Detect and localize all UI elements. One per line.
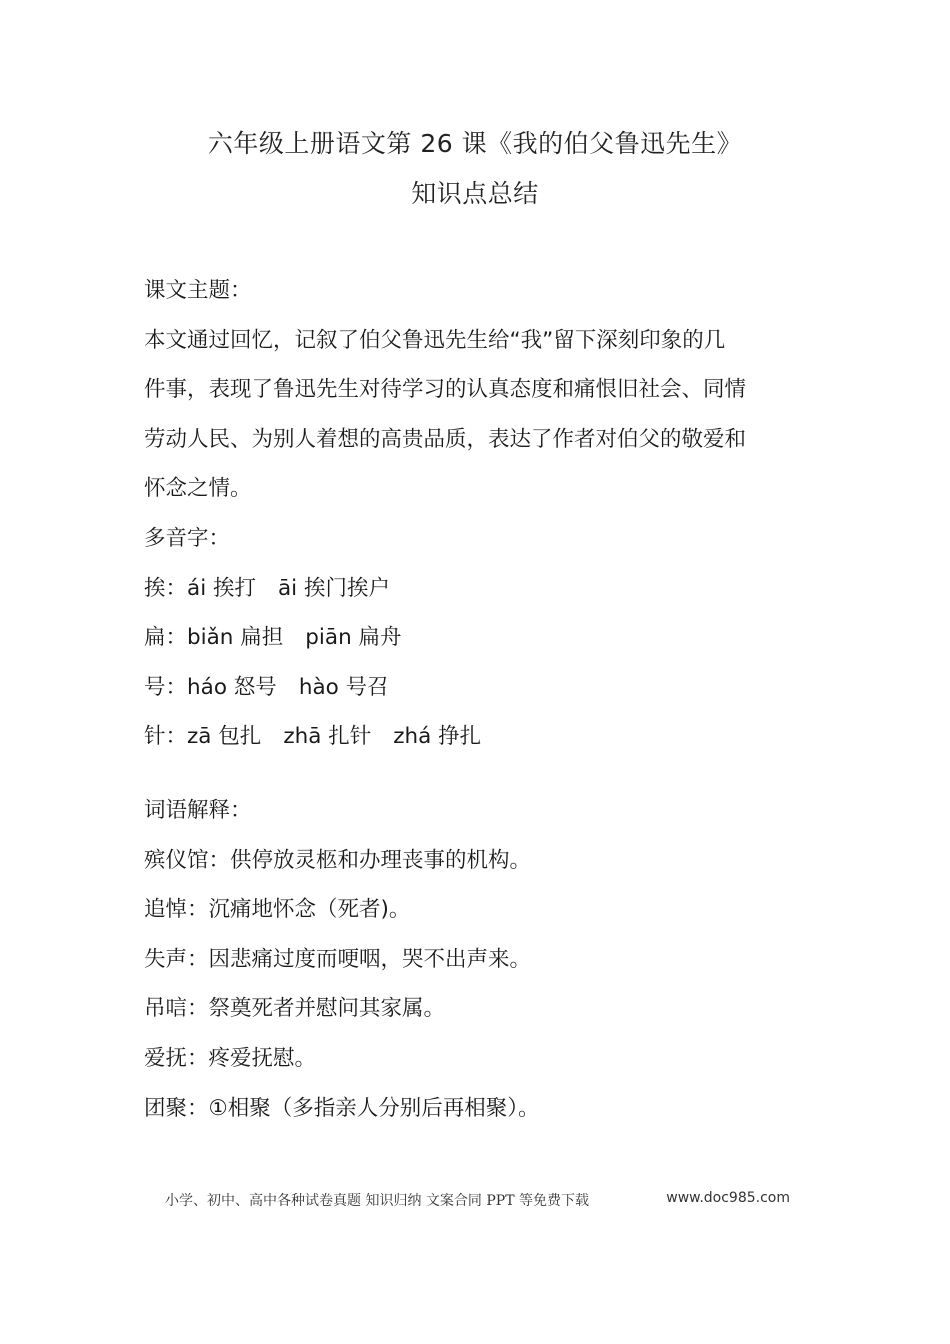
polyphone-char: 针： [144, 724, 188, 750]
vocabulary-item: 团聚：①相聚（多指亲人分别后再相聚）。 [144, 1095, 540, 1121]
polyphone-row [144, 618, 794, 668]
theme-text-line: 件事，表现了鲁迅先生对待学习的认真态度和痛恨旧社会、同情 [144, 377, 747, 403]
polyphone-row [144, 668, 794, 718]
polyphone-char: 扁： [144, 625, 188, 651]
page-title: 六年级上册语文第 26 课《我的伯父鲁迅先生》 [207, 129, 743, 158]
polyphone-heading: 多音字： [144, 525, 231, 551]
footer-text: 小学、初中、高中各种试卷真题 知识归纳 文案合同 PPT 等免费下载 [165, 1193, 589, 1209]
polyphone-reading: ái 挨打 [187, 575, 256, 601]
polyphone-row [144, 569, 794, 619]
theme-text-line: 本文通过回忆，记叙了伯父鲁迅先生给“我”留下深刻印象的几 [144, 327, 726, 353]
vocabulary-heading: 词语解释： [144, 797, 252, 823]
polyphone-reading: hào 号召 [298, 674, 389, 700]
theme-text-line: 怀念之情。 [144, 476, 252, 502]
polyphone-row [144, 717, 794, 767]
vocabulary-item: 失声：因悲痛过度而哽咽，哭不出声来。 [144, 946, 532, 972]
vocabulary-item: 追悼：沉痛地怀念（死者)。 [144, 897, 411, 923]
polyphone-reading: biǎn 扁担 [187, 625, 284, 651]
vocabulary-item: 吊唁：祭奠死者并慰问其家属。 [144, 996, 446, 1022]
polyphone-reading: zā 包扎 [187, 724, 262, 750]
polyphone-reading: āi 挨门挨户 [278, 575, 390, 601]
footer-url-link[interactable]: www.doc985.com [666, 1190, 790, 1206]
polyphone-reading: piān 扁舟 [305, 625, 402, 651]
vocabulary-item: 殡仪馆：供停放灵柩和办理丧事的机构。 [144, 847, 532, 873]
vocabulary-item: 爱抚：疼爱抚慰。 [144, 1045, 317, 1071]
theme-heading: 课文主题： [144, 278, 252, 303]
polyphone-reading: zhā 扎针 [283, 724, 372, 750]
polyphone-reading: zhá 挣扎 [393, 724, 482, 750]
page-footer [165, 1190, 790, 1210]
page-subtitle: 知识点总结 [411, 179, 539, 208]
polyphone-char: 号： [144, 674, 188, 700]
document-body [144, 271, 794, 1138]
polyphone-char: 挨： [144, 575, 188, 601]
polyphone-reading: háo 怒号 [187, 674, 277, 700]
theme-text-line: 劳动人民、为别人着想的高贵品质，表达了作者对伯父的敬爱和 [144, 426, 747, 452]
